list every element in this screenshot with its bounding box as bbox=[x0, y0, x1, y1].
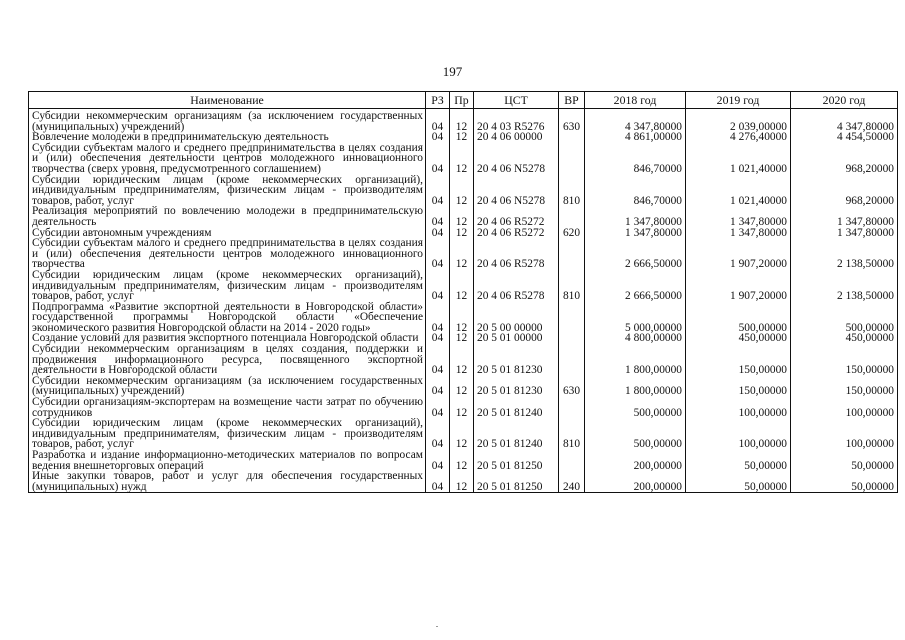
header-pr: Пр bbox=[450, 92, 474, 109]
cell-pr: 12 bbox=[450, 206, 474, 227]
cell-2018: 4 800,00000 bbox=[585, 333, 686, 344]
cell-vr: 630 bbox=[559, 109, 585, 133]
table-row bbox=[29, 175, 898, 207]
cell-name: Реализация мероприятий по вовлечению молодежи в предпринимательскую деятельность bbox=[29, 206, 426, 227]
cell-2019: 1 347,80000 bbox=[686, 206, 791, 227]
cell-vr: 810 bbox=[559, 175, 585, 207]
cell-rz: 04 bbox=[426, 418, 450, 450]
header-row bbox=[29, 92, 898, 109]
table-row bbox=[29, 471, 898, 493]
cell-rz: 04 bbox=[426, 109, 450, 133]
cell-2020: 150,00000 bbox=[791, 376, 898, 397]
table-body bbox=[29, 109, 898, 493]
cell-2020: 100,00000 bbox=[791, 418, 898, 450]
cell-vr: 630 bbox=[559, 376, 585, 397]
cell-cst: 20 5 01 00000 bbox=[474, 333, 559, 344]
header-2018: 2018 год bbox=[585, 92, 686, 109]
cell-cst: 20 4 03 R5276 bbox=[474, 109, 559, 133]
cell-vr bbox=[559, 132, 585, 143]
cell-2020: 150,00000 bbox=[791, 344, 898, 376]
cell-cst: 20 5 00 00000 bbox=[474, 302, 559, 334]
cell-vr: 810 bbox=[559, 270, 585, 302]
cell-pr: 12 bbox=[450, 418, 474, 450]
cell-2019: 1 021,40000 bbox=[686, 143, 791, 175]
cell-2018: 846,70000 bbox=[585, 175, 686, 207]
cell-2020: 2 138,50000 bbox=[791, 238, 898, 270]
cell-2020: 968,20000 bbox=[791, 175, 898, 207]
cell-pr: 12 bbox=[450, 471, 474, 493]
cell-pr: 12 bbox=[450, 228, 474, 239]
cell-2019: 2 039,00000 bbox=[686, 109, 791, 133]
cell-2019: 1 021,40000 bbox=[686, 175, 791, 207]
cell-name: Разработка и издание информационно-методических материалов по вопросам ведения внешнеторговых операций bbox=[29, 450, 426, 471]
cell-2020: 4 347,80000 bbox=[791, 109, 898, 133]
cell-2020: 968,20000 bbox=[791, 143, 898, 175]
cell-rz: 04 bbox=[426, 450, 450, 471]
cell-cst: 20 4 06 R5272 bbox=[474, 206, 559, 227]
header-name: Наименование bbox=[29, 92, 426, 109]
cell-vr: 810 bbox=[559, 418, 585, 450]
cell-cst: 20 4 06 N5278 bbox=[474, 143, 559, 175]
cell-name: Субсидии автономным учреждениям bbox=[29, 228, 426, 239]
cell-pr: 12 bbox=[450, 302, 474, 334]
cell-vr: 240 bbox=[559, 471, 585, 493]
cell-vr bbox=[559, 450, 585, 471]
cell-2020: 1 347,80000 bbox=[791, 228, 898, 239]
cell-2018: 1 347,80000 bbox=[585, 206, 686, 227]
cell-rz: 04 bbox=[426, 397, 450, 418]
cell-pr: 12 bbox=[450, 109, 474, 133]
table-row bbox=[29, 376, 898, 397]
cell-rz: 04 bbox=[426, 206, 450, 227]
budget-table bbox=[28, 91, 898, 493]
page-mark bbox=[436, 626, 438, 627]
cell-2018: 5 000,00000 bbox=[585, 302, 686, 334]
cell-rz: 04 bbox=[426, 132, 450, 143]
cell-rz: 04 bbox=[426, 471, 450, 493]
cell-2020: 1 347,80000 bbox=[791, 206, 898, 227]
table-row bbox=[29, 397, 898, 418]
cell-vr bbox=[559, 397, 585, 418]
cell-rz: 04 bbox=[426, 143, 450, 175]
cell-name: Субсидии субъектам малого и среднего предпринимательства в целях создания и (или) обеспечения деятельности центров молодежного инновационного творчества bbox=[29, 238, 426, 270]
cell-rz: 04 bbox=[426, 228, 450, 239]
cell-2020: 2 138,50000 bbox=[791, 270, 898, 302]
cell-pr: 12 bbox=[450, 450, 474, 471]
cell-vr bbox=[559, 302, 585, 334]
cell-cst: 20 5 01 81250 bbox=[474, 450, 559, 471]
cell-2019: 150,00000 bbox=[686, 376, 791, 397]
header-cst: ЦСТ bbox=[474, 92, 559, 109]
cell-cst: 20 4 06 R5278 bbox=[474, 270, 559, 302]
cell-2019: 500,00000 bbox=[686, 302, 791, 334]
cell-cst: 20 4 06 00000 bbox=[474, 132, 559, 143]
cell-pr: 12 bbox=[450, 333, 474, 344]
cell-2018: 1 800,00000 bbox=[585, 376, 686, 397]
cell-2020: 50,00000 bbox=[791, 450, 898, 471]
cell-rz: 04 bbox=[426, 333, 450, 344]
header-2020: 2020 год bbox=[791, 92, 898, 109]
cell-name: Создание условий для развития экспортного потенциала Новгородской области bbox=[29, 333, 426, 344]
cell-name: Иные закупки товаров, работ и услуг для обеспечения государственных (муниципальных) нужд bbox=[29, 471, 426, 493]
cell-pr: 12 bbox=[450, 132, 474, 143]
cell-2019: 50,00000 bbox=[686, 450, 791, 471]
cell-pr: 12 bbox=[450, 397, 474, 418]
cell-name: Субсидии субъектам малого и среднего предпринимательства в целях создания и (или) обеспечения деятельности центров молодежного инновационного творчества (сверх уровня, предусмотренного соглашением) bbox=[29, 143, 426, 175]
table-row bbox=[29, 238, 898, 270]
cell-name: Субсидии юридическим лицам (кроме некоммерческих организаций), индивидуальным предпринимателям, физическим лицам - производителям товаров, работ, услуг bbox=[29, 175, 426, 207]
cell-rz: 04 bbox=[426, 175, 450, 207]
cell-name: Вовлечение молодежи в предпринимательскую деятельность bbox=[29, 132, 426, 143]
cell-name: Субсидии юридическим лицам (кроме некоммерческих организаций), индивидуальным предпринимателям, физическим лицам - производителям товаров, работ, услуг bbox=[29, 418, 426, 450]
cell-name: Субсидии организациям-экспортерам на возмещение части затрат по обучению сотрудников bbox=[29, 397, 426, 418]
table-row bbox=[29, 302, 898, 334]
cell-cst: 20 5 01 81250 bbox=[474, 471, 559, 493]
cell-2018: 1 347,80000 bbox=[585, 228, 686, 239]
table-row bbox=[29, 109, 898, 133]
cell-2019: 150,00000 bbox=[686, 344, 791, 376]
cell-pr: 12 bbox=[450, 376, 474, 397]
cell-name: Подпрограмма «Развитие экспортной деятельности в Новгородской области» государственной программы Новгородской области «Обеспечение экономического развития Новгородской области на 2014 - 2020 годы» bbox=[29, 302, 426, 334]
page-number: 197 bbox=[442, 64, 463, 79]
cell-pr: 12 bbox=[450, 238, 474, 270]
cell-name: Субсидии юридическим лицам (кроме некоммерческих организаций), индивидуальным предпринимателям, физическим лицам - производителям товаров, работ, услуг bbox=[29, 270, 426, 302]
cell-name: Субсидии некоммерческим организациям (за исключением государственных (муниципальных) учреждений) bbox=[29, 109, 426, 133]
cell-pr: 12 bbox=[450, 175, 474, 207]
cell-cst: 20 5 01 81230 bbox=[474, 376, 559, 397]
header-vr: ВР bbox=[559, 92, 585, 109]
header-2019: 2019 год bbox=[686, 92, 791, 109]
cell-2019: 1 347,80000 bbox=[686, 228, 791, 239]
cell-2019: 4 276,40000 bbox=[686, 132, 791, 143]
cell-2019: 50,00000 bbox=[686, 471, 791, 493]
cell-name: Субсидии некоммерческим организациям (за исключением государственных (муниципальных) учреждений) bbox=[29, 376, 426, 397]
cell-2019: 100,00000 bbox=[686, 418, 791, 450]
cell-rz: 04 bbox=[426, 238, 450, 270]
cell-cst: 20 5 01 81240 bbox=[474, 397, 559, 418]
cell-2018: 4 861,00000 bbox=[585, 132, 686, 143]
table-row bbox=[29, 270, 898, 302]
table-row bbox=[29, 344, 898, 376]
cell-vr bbox=[559, 344, 585, 376]
cell-2020: 4 454,50000 bbox=[791, 132, 898, 143]
cell-2020: 450,00000 bbox=[791, 333, 898, 344]
table-row bbox=[29, 418, 898, 450]
cell-vr bbox=[559, 238, 585, 270]
cell-2018: 500,00000 bbox=[585, 397, 686, 418]
table-row bbox=[29, 143, 898, 175]
cell-cst: 20 5 01 81240 bbox=[474, 418, 559, 450]
table-row bbox=[29, 450, 898, 471]
cell-2018: 2 666,50000 bbox=[585, 270, 686, 302]
cell-2020: 100,00000 bbox=[791, 397, 898, 418]
cell-rz: 04 bbox=[426, 302, 450, 334]
header-rz: РЗ bbox=[426, 92, 450, 109]
cell-2018: 500,00000 bbox=[585, 418, 686, 450]
cell-2018: 200,00000 bbox=[585, 450, 686, 471]
cell-rz: 04 bbox=[426, 376, 450, 397]
cell-2019: 1 907,20000 bbox=[686, 238, 791, 270]
cell-pr: 12 bbox=[450, 344, 474, 376]
cell-vr: 620 bbox=[559, 228, 585, 239]
cell-pr: 12 bbox=[450, 270, 474, 302]
cell-rz: 04 bbox=[426, 344, 450, 376]
cell-vr bbox=[559, 206, 585, 227]
cell-2018: 200,00000 bbox=[585, 471, 686, 493]
cell-2018: 2 666,50000 bbox=[585, 238, 686, 270]
cell-2018: 1 800,00000 bbox=[585, 344, 686, 376]
cell-cst: 20 4 06 N5278 bbox=[474, 175, 559, 207]
cell-cst: 20 4 06 R5278 bbox=[474, 238, 559, 270]
cell-cst: 20 5 01 81230 bbox=[474, 344, 559, 376]
cell-cst: 20 4 06 R5272 bbox=[474, 228, 559, 239]
cell-2019: 100,00000 bbox=[686, 397, 791, 418]
cell-pr: 12 bbox=[450, 143, 474, 175]
cell-2019: 1 907,20000 bbox=[686, 270, 791, 302]
cell-2020: 50,00000 bbox=[791, 471, 898, 493]
cell-2018: 4 347,80000 bbox=[585, 109, 686, 133]
cell-vr bbox=[559, 143, 585, 175]
cell-2019: 450,00000 bbox=[686, 333, 791, 344]
table-row bbox=[29, 206, 898, 227]
cell-2020: 500,00000 bbox=[791, 302, 898, 334]
cell-name: Субсидии некоммерческим организациям в целях создания, поддержки и продвижения информационного ресурса, посвященного экспортной деятельности в Новгородской области bbox=[29, 344, 426, 376]
cell-2018: 846,70000 bbox=[585, 143, 686, 175]
cell-vr bbox=[559, 333, 585, 344]
cell-rz: 04 bbox=[426, 270, 450, 302]
